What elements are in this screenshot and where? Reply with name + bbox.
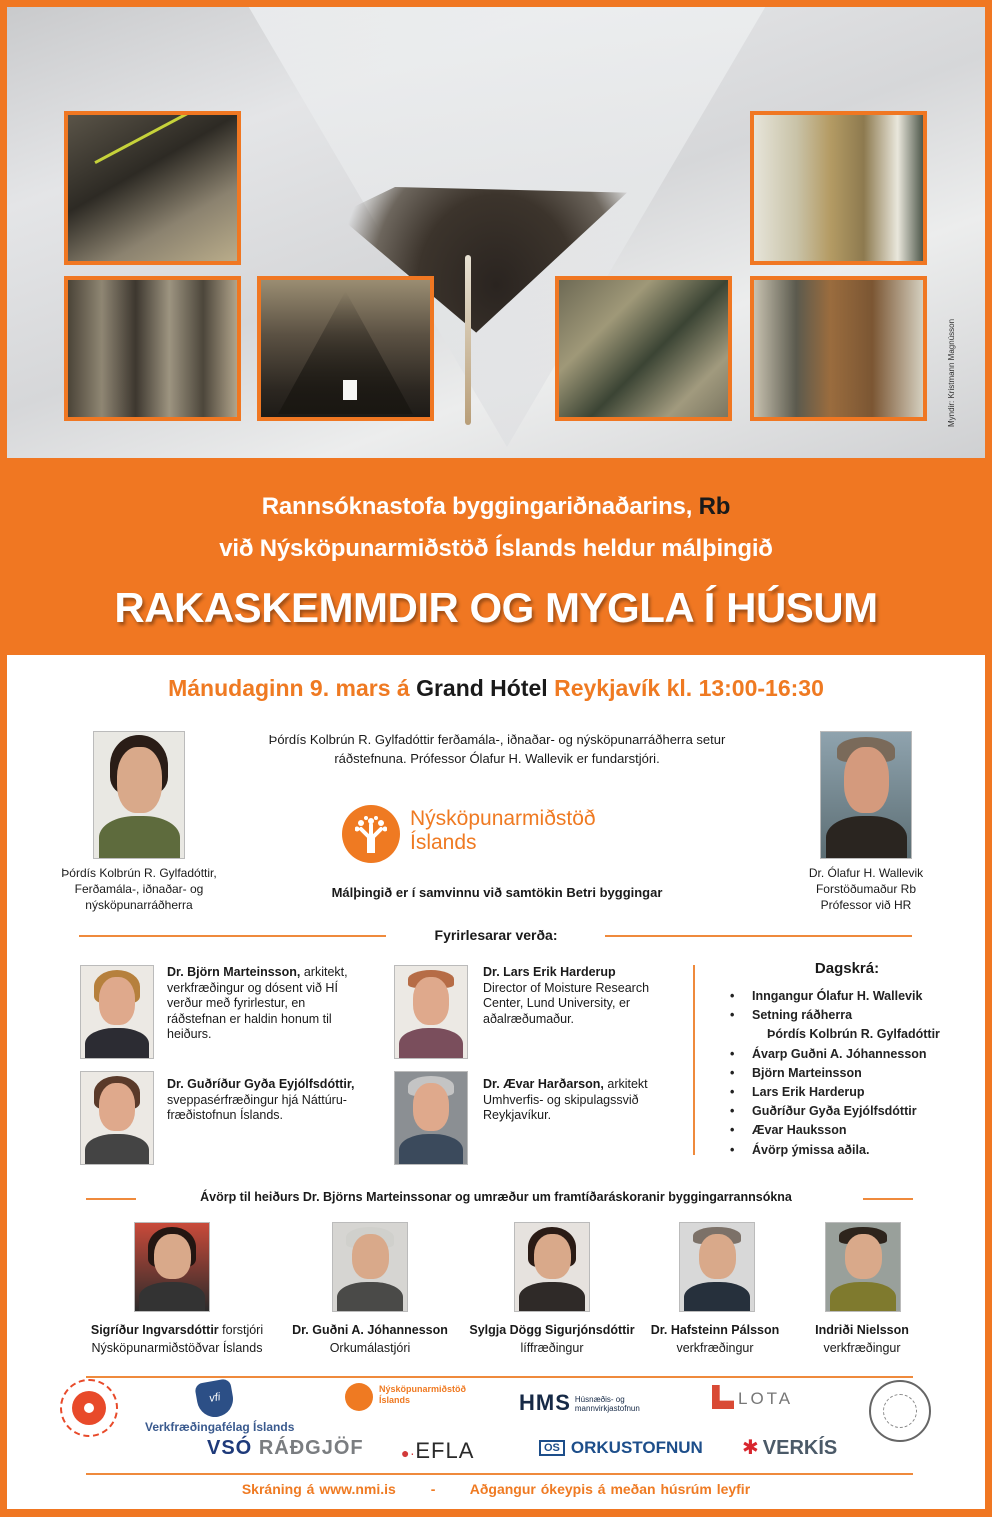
- panel-portrait: [825, 1222, 901, 1312]
- verkis-logo-text: VERKÍS: [762, 1437, 838, 1459]
- event-title: RAKASKEMMDIR OG MYGLA Í HÚSUM: [114, 584, 878, 631]
- panel-member-role: Nýsköpunarmiðstöðvar Íslands: [91, 1341, 263, 1355]
- divider: [86, 1376, 913, 1378]
- chair-portrait: [820, 731, 912, 859]
- agenda-item: • Ævar Hauksson: [722, 1121, 962, 1140]
- panel-member-title: forstjóri: [218, 1323, 264, 1337]
- panel-portrait: [679, 1222, 755, 1312]
- speaker-desc: arkitekt, verkfræðingur og dósent við HÍ verður með fyrirlestur, en ráðstefnan er haldin honum til heiðurs.: [167, 965, 348, 1041]
- panel-caption: [802, 1321, 922, 1357]
- agenda-item: • Ávarp Guðni A. Jóhannesson: [722, 1045, 962, 1064]
- speaker-name: Dr. Björn Marteinsson,: [167, 965, 301, 979]
- thumbnail-moldy-wall: [64, 276, 241, 421]
- panel-portrait: [332, 1222, 408, 1312]
- minister-name: Þórdís Kolbrún R. Gylfadóttir,: [61, 866, 217, 880]
- nmi-small-line2: Íslands: [379, 1395, 411, 1405]
- panel-member-role: verkfræðingur: [676, 1341, 754, 1355]
- photo-credit: Myndir: Kristmann Magnússon: [947, 318, 956, 427]
- speaker-name: Dr. Ævar Harðarson,: [483, 1077, 604, 1091]
- collaboration-note: Málþingið er í samvinnu við samtökin Betri byggingar: [331, 885, 663, 900]
- panel-member-name: Sigríður Ingvarsdóttir: [90, 1323, 219, 1337]
- tree-icon: [355, 815, 387, 853]
- water-drip-image: [465, 255, 471, 425]
- vso-logo-part1: VSÓ: [207, 1437, 253, 1459]
- header-band: [0, 460, 992, 655]
- tree-logo-icon: [345, 1383, 373, 1411]
- chair-caption: [780, 865, 952, 913]
- nmi-logo: [342, 805, 642, 865]
- hms-sub2: mannvirkjastofnun: [574, 1404, 640, 1414]
- speaker-name: Dr. Lars Erik Harderup: [483, 965, 616, 979]
- hms-logo-text: HMS: [519, 1390, 571, 1415]
- os-mark-icon: OS: [539, 1440, 565, 1456]
- speaker-bio: [167, 965, 367, 1043]
- chair-name: Dr. Ólafur H. Wallevik: [808, 866, 924, 880]
- verkis-mark-icon: ✱: [742, 1437, 759, 1459]
- speaker-desc: arkitekt Umhverfis- og skipulagssvið Reykjavíkur.: [483, 1077, 648, 1122]
- panel-caption: [645, 1321, 785, 1357]
- orku-logo-text: ORKUSTOFNUN: [570, 1438, 703, 1457]
- vertical-divider: [693, 965, 695, 1155]
- organizer-abbr: Rb: [698, 493, 731, 520]
- agenda-item: • Lars Erik Harderup: [722, 1083, 962, 1102]
- minister-role: Ferðamála-, iðnaðar- og: [74, 882, 204, 896]
- thumbnail-attic-roof: [257, 276, 434, 421]
- nmi-small-logo: [345, 1383, 495, 1413]
- speaker-bio: [483, 1077, 673, 1124]
- panel-member-name: Indriði Nielsson: [815, 1323, 909, 1337]
- nmi-logo-text: [410, 807, 596, 855]
- minister-portrait: [93, 731, 185, 859]
- vso-logo-part2: RÁÐGJÖF: [258, 1437, 364, 1459]
- speaker-bio: [167, 1077, 377, 1124]
- panel-member-role: Orkumálastjóri: [329, 1341, 411, 1355]
- speaker-portrait: [80, 965, 154, 1059]
- hero-photo-collage: [7, 7, 985, 458]
- content-panel: [7, 655, 985, 1509]
- orkustofnun-logo: [539, 1438, 703, 1458]
- intro-text: Þórdís Kolbrún R. Gylfadóttir ferðamála-, iðnaðar- og nýsköpunarráðherra setur ráðstefnuna. Prófessor Ólafur H. Wallevik er fundarstjóri.: [268, 732, 726, 766]
- nmi-logo-line1: Nýsköpunarmiðstöð: [410, 807, 596, 830]
- lota-logo: [712, 1385, 793, 1409]
- efla-logo: [401, 1438, 474, 1464]
- divider: [86, 1473, 913, 1475]
- panel-caption: [77, 1321, 277, 1357]
- speaker-desc: sveppasérfræðingur hjá Náttúru-fræðistofnun Íslands.: [167, 1092, 347, 1122]
- vso-logo: [207, 1437, 364, 1460]
- reykjavik-university-logo: [60, 1379, 118, 1437]
- organizer-line: [0, 493, 992, 521]
- agenda-item: • Ávörp ýmissa aðila.: [722, 1141, 962, 1160]
- admission-note: Aðgangur ókeypis á meðan húsrúm leyfir: [469, 1481, 751, 1497]
- panel-heading: Ávörp til heiðurs Dr. Björns Marteinssonar og umræður um framtíðaráskoranir byggingarrannsókna: [200, 1190, 792, 1204]
- verkis-logo: [742, 1435, 837, 1460]
- panel-member-role: verkfræðingur: [823, 1341, 901, 1355]
- agenda-item: • Setning ráðherra: [722, 1006, 962, 1025]
- minister-role-cont: nýsköpunarráðherra: [85, 898, 193, 912]
- vfi-logo-text: Verkfræðingafélag Íslands: [145, 1420, 295, 1434]
- university-of-iceland-seal: [869, 1380, 931, 1442]
- event-time: Reykjavík kl. 13:00-16:30: [554, 675, 824, 701]
- speakers-heading: Fyrirlesarar verða:: [434, 927, 558, 943]
- event-venue: Grand Hótel: [416, 675, 548, 701]
- registration-link[interactable]: Skráning á www.nmi.is: [241, 1481, 396, 1497]
- agenda-item: • Björn Marteinsson: [722, 1064, 962, 1083]
- agenda: [722, 960, 962, 1160]
- tree-logo-icon: [342, 805, 400, 863]
- thumbnail-wood-wall: [750, 276, 927, 421]
- thumbnail-mold-under-bath: [64, 111, 241, 265]
- agenda-item-cont: Þórdís Kolbrún R. Gylfadóttir: [767, 1027, 940, 1042]
- speaker-desc: Director of Moisture Research Center, Lund University, er aðalræðumaður.: [483, 980, 650, 1026]
- minister-caption: [33, 865, 245, 913]
- footer: [7, 1481, 985, 1497]
- panel-member-name: Dr. Guðni A. Jóhannesson: [292, 1323, 448, 1337]
- panel-portrait: [514, 1222, 590, 1312]
- event-date: Mánudaginn 9. mars á: [168, 675, 410, 701]
- panel-caption: [285, 1321, 455, 1357]
- speaker-portrait: [394, 1071, 468, 1165]
- thumbnail-wall-cavity: [750, 111, 927, 265]
- host-line: við Nýsköpunarmiðstöð Íslands heldur málþingið: [219, 535, 773, 562]
- vfi-logo-icon: vfi: [194, 1378, 236, 1420]
- chair-role-cont: Prófessor við HR: [820, 898, 912, 912]
- agenda-item: • Guðríður Gyða Eyjólfsdóttir: [722, 1102, 962, 1121]
- lota-logo-text: LOTA: [738, 1389, 794, 1408]
- thumbnail-moldy-board: [555, 276, 732, 421]
- panel-portrait: [134, 1222, 210, 1312]
- dots-icon: ●∙: [401, 1445, 416, 1461]
- agenda-heading: Dagskrá:: [814, 960, 880, 977]
- agenda-list: [722, 987, 962, 1160]
- panel-member-role: líffræðingur: [520, 1341, 584, 1355]
- hms-sub1: Húsnæðis- og: [574, 1395, 625, 1405]
- panel-member-name: Dr. Hafsteinn Pálsson: [650, 1323, 780, 1337]
- chair-role: Forstöðumaður Rb: [815, 882, 917, 896]
- speaker-portrait: [80, 1071, 154, 1165]
- panel-caption: [462, 1321, 642, 1357]
- agenda-item: • Inngangur Ólafur H. Wallevik: [722, 987, 962, 1006]
- speaker-portrait: [394, 965, 468, 1059]
- nmi-small-line1: Nýsköpunarmiðstöð: [379, 1384, 467, 1394]
- speaker-bio: [483, 965, 673, 1027]
- lota-mark-icon: [712, 1385, 734, 1409]
- organizer-name: Rannsóknastofa byggingariðnaðarins,: [261, 493, 693, 520]
- footer-separator: -: [430, 1481, 436, 1497]
- event-date-venue: [7, 675, 985, 702]
- hms-logo: [519, 1390, 640, 1416]
- nmi-logo-line2: Íslands: [410, 831, 477, 854]
- panel-member-name: Sylgja Dögg Sigurjónsdóttir: [469, 1323, 635, 1337]
- speaker-name: Dr. Guðríður Gyða Eyjólfsdóttir,: [167, 1077, 355, 1091]
- efla-logo-text: EFLA: [415, 1438, 475, 1463]
